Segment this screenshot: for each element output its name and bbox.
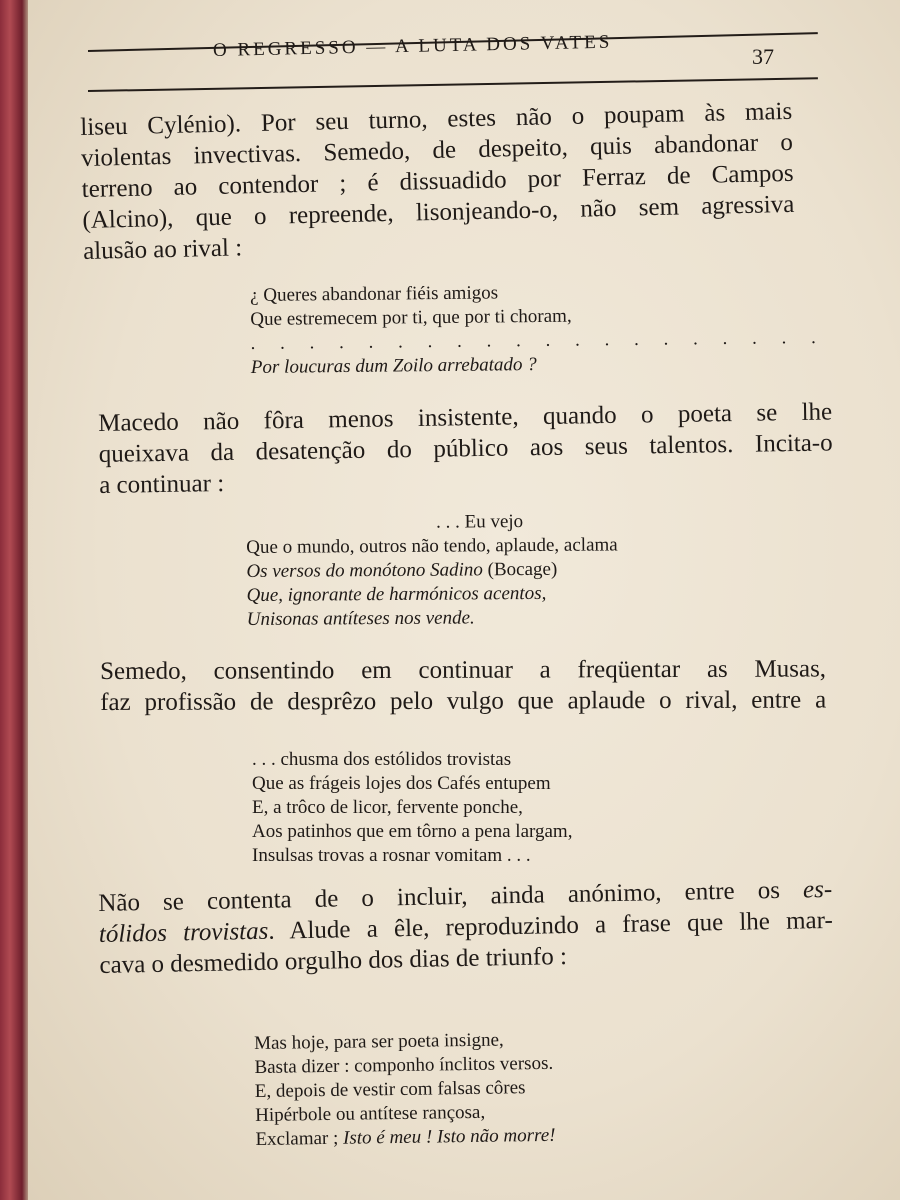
verse-line: Que o mundo, outros não tendo, aplaude, aclama — [246, 534, 618, 558]
ellipsis-line: . . . . . . . . . . . . . . . . . . . . — [250, 326, 826, 354]
verse-line — [246, 557, 706, 584]
verse-line: Que as frágeis lojes dos Cafés entupem — [252, 773, 551, 794]
verse-quote-2 — [246, 509, 707, 632]
verse-line: Que estremecem por ti, que por ti choram, — [250, 305, 572, 330]
paragraph-line: liseu Cylénio). Por seu turno, estes não o poupam às mais — [80, 97, 793, 141]
verse-plain-text: (Bocage) — [482, 558, 558, 581]
verse-italic-text: Os versos do monótono Sadino — [246, 559, 483, 582]
verse-quote-3 — [252, 748, 712, 868]
paragraph-line: Macedo não fôra menos insistente, quando o poeta se lhe — [98, 398, 833, 437]
verse-line: . . . chusma dos estólidos trovistas — [252, 749, 512, 770]
verse-line: Basta dizer : componho ínclitos versos. — [254, 1052, 554, 1078]
paragraph-line: a continuar : — [99, 470, 225, 499]
paragraph-line: (Alcino), que o repreende, lisonjeando-o, não sem agressiva — [82, 190, 795, 234]
verse-line — [255, 1122, 675, 1152]
verse-line: E, depois de vestir com falsas côres — [254, 1077, 526, 1102]
header-rule-bottom — [88, 77, 818, 92]
book-page — [28, 0, 900, 1200]
verse-line: E, a trôco de licor, fervente ponche, — [252, 797, 523, 818]
paragraph-italic-text: es- — [802, 875, 833, 904]
verse-italic-text: Isto é meu ! Isto não morre! — [342, 1124, 556, 1149]
verse-line: Que, ignorante de harmónicos acentos, — [246, 582, 547, 606]
verse-quote-1 — [250, 280, 826, 380]
page-number: 37 — [752, 44, 774, 69]
verse-line: . . . Eu vejo — [436, 511, 524, 533]
paragraph-line: faz profissão de desprêzo pelo vulgo que aplaude o rival, entre a — [100, 686, 827, 716]
verse-line: Aos patinhos que em tôrno a pena largam, — [252, 821, 573, 842]
paragraph-line: alusão ao rival : — [82, 234, 243, 265]
paragraph-plain-text: Não se contenta de o incluir, ainda anónimo, entre os — [98, 876, 804, 917]
paragraph-4 — [98, 874, 834, 981]
running-title: O REGRESSO — A LUTA DOS VATES — [212, 31, 613, 61]
verse-line: Mas hoje, para ser poeta insigne, — [254, 1029, 504, 1054]
paragraph-1 — [80, 96, 795, 267]
paragraph-line: cava o desmedido orgulho dos dias de triunfo : — [99, 943, 568, 979]
paragraph-line: queixava da desatenção do público aos seus talentos. Incita-o — [98, 429, 833, 468]
verse-quote-4 — [254, 1026, 676, 1152]
verse-line: Hipérbole ou antítese rançosa, — [255, 1101, 486, 1126]
paragraph-line: violentas invectivas. Semedo, de despeito, quis abandonar o — [80, 128, 794, 172]
paragraph-italic-text: tólidos trovistas — [98, 917, 269, 948]
verse-plain-text: Exclamar ; — [255, 1127, 344, 1150]
verse-line: Unisonas antíteses nos vende. — [246, 607, 475, 630]
verse-line: Insulsas trovas a rosnar vomitam . . . — [252, 845, 531, 866]
verse-line: ¿ Queres abandonar fiéis amigos — [250, 282, 499, 306]
paragraph-3 — [100, 653, 826, 718]
paragraph-2 — [98, 396, 833, 501]
paragraph-line: terreno ao contendor ; é dissuadido por Ferraz de Campos — [81, 159, 794, 203]
paragraph-plain-text: . Alude a êle, reproduzindo a frase que lhe mar- — [268, 906, 834, 945]
verse-line: Por loucuras dum Zoilo arrebatado ? — [250, 354, 537, 378]
paragraph-line: Semedo, consentindo em continuar a freqüentar as Musas, — [100, 655, 827, 685]
